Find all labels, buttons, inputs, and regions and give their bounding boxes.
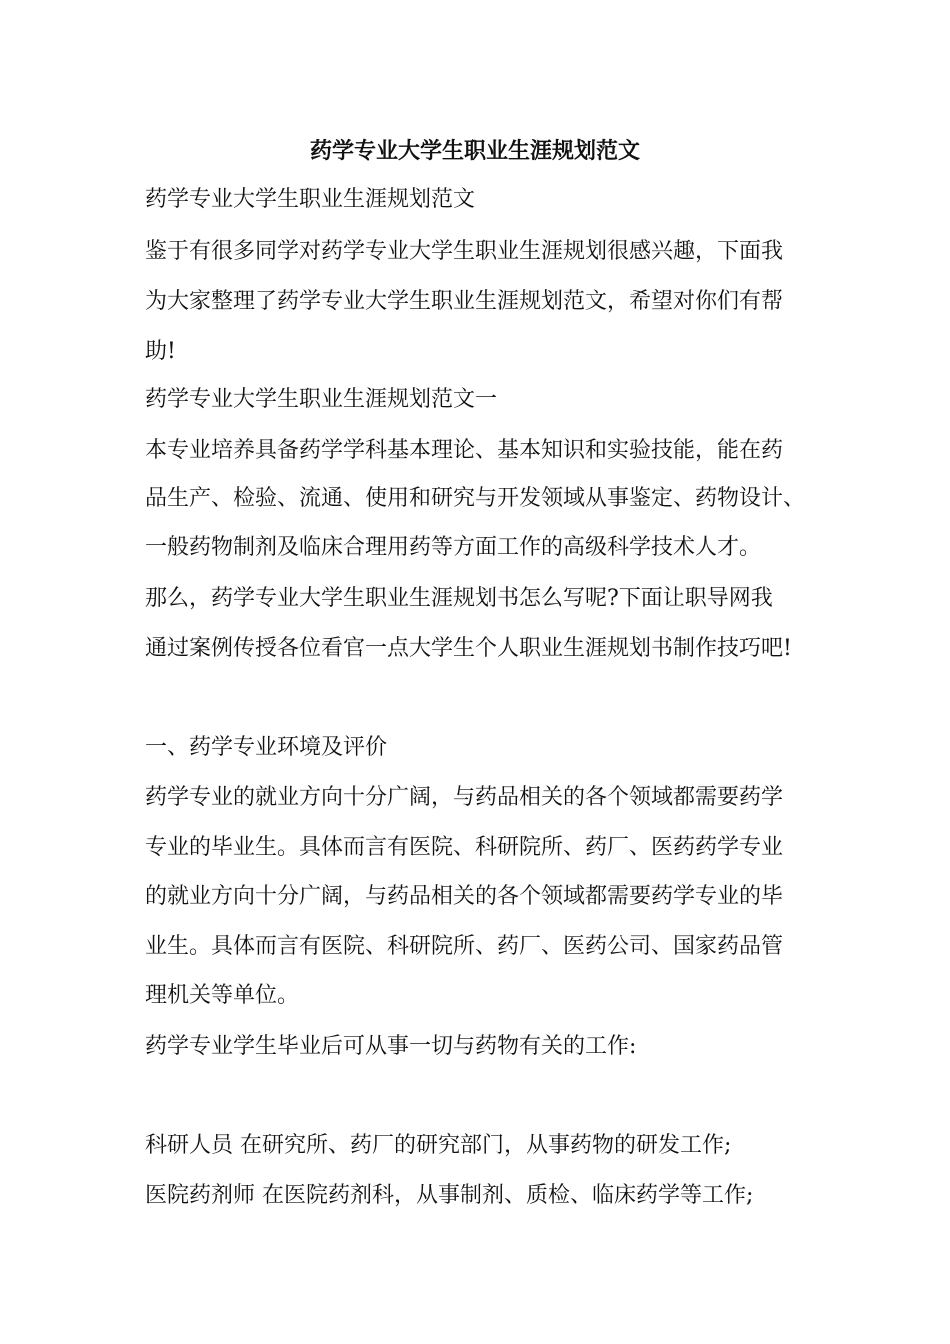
section-heading: 一、药学专业环境及评价 bbox=[145, 735, 388, 760]
paragraph-line: 药学专业的就业方向十分广阔，与药品相关的各个领域都需要药学 bbox=[145, 785, 784, 810]
paragraph-line: 品生产、检验、流通、使用和研究与开发领域从事鉴定、药物设计、 bbox=[145, 486, 806, 511]
paragraph-line: 药学专业大学生职业生涯规划范文 bbox=[145, 187, 476, 212]
list-item: 科研人员 在研究所、药厂的研究部门，从事药物的研发工作; bbox=[145, 1133, 732, 1158]
paragraph-line: 药学专业学生毕业后可从事一切与药物有关的工作: bbox=[145, 1034, 637, 1059]
paragraph-line: 一般药物制剂及临床合理用药等方面工作的高级科学技术人才。 bbox=[145, 535, 762, 560]
paragraph-line: 为大家整理了药学专业大学生职业生涯规划范文，希望对你们有帮 bbox=[145, 289, 784, 314]
section-heading: 药学专业大学生职业生涯规划范文一 bbox=[145, 387, 498, 412]
list-item: 医院药剂师 在医院药剂科，从事制剂、质检、临床药学等工作; bbox=[145, 1183, 754, 1208]
paragraph-line: 理机关等单位。 bbox=[145, 983, 300, 1008]
document-title: 药学专业大学生职业生涯规划范文 bbox=[309, 138, 640, 164]
paragraph-line: 通过案例传授各位看官一点大学生个人职业生涯规划书制作技巧吧! bbox=[145, 636, 792, 661]
paragraph-line: 那么，药学专业大学生职业生涯规划书怎么写呢?下面让职导网我 bbox=[145, 586, 773, 611]
paragraph-line: 助! bbox=[145, 339, 176, 364]
paragraph-line: 的就业方向十分广阔，与药品相关的各个领域都需要药学专业的毕 bbox=[145, 884, 784, 909]
paragraph-line: 鉴于有很多同学对药学专业大学生职业生涯规划很感兴趣，下面我 bbox=[145, 239, 784, 264]
paragraph-line: 本专业培养具备药学学科基本理论、基本知识和实验技能，能在药 bbox=[145, 438, 784, 463]
paragraph-line: 业生。具体而言有医院、科研院所、药厂、医药公司、国家药品管 bbox=[145, 934, 784, 959]
paragraph-line: 专业的毕业生。具体而言有医院、科研院所、药厂、医药药学专业 bbox=[145, 835, 784, 860]
